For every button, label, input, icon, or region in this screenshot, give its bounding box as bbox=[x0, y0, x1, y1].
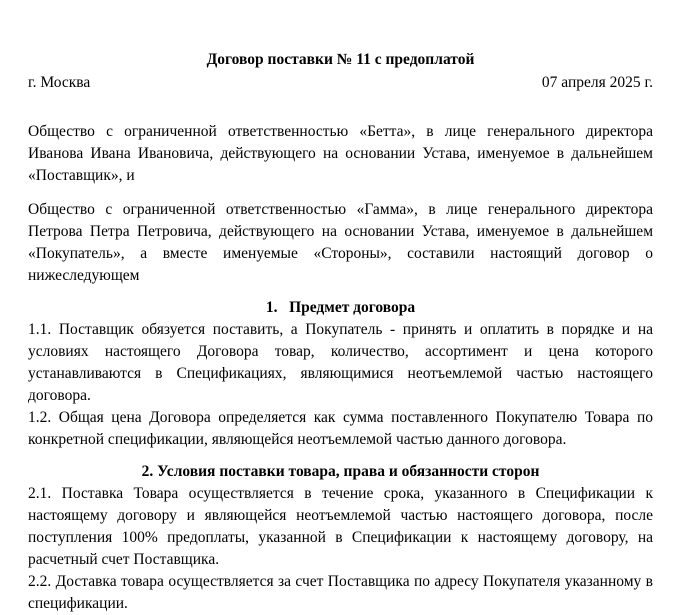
clause-1-1: 1.1. Поставщик обязуется поставить, а Покупатель - принять и оплатить в порядке и на условиях настоящего Договора товар, количество, ассортимент и цена которого устанавливаются в Спецификациях, являющимися неотъемлемой частью настоящего договора. bbox=[28, 321, 653, 404]
city-label: г. Москва bbox=[28, 74, 91, 91]
clause-2-2: 2.2. Доставка товара осуществляется за счет Поставщика по адресу Покупателя указанному в спецификации. bbox=[28, 573, 653, 612]
section-2-heading: 2. Условия поставки товара, права и обязанности сторон bbox=[141, 463, 540, 480]
date-label: 07 апреля 2025 г. bbox=[541, 74, 653, 91]
clause-1-2: 1.2. Общая цена Договора определяется как сумма поставленного Покупателю Товара по конкретной спецификации, являющейся неотъемлемой частью данного договора. bbox=[28, 409, 653, 448]
dateline bbox=[28, 72, 653, 94]
document-title: Договор поставки № 11 с предоплатой bbox=[206, 51, 475, 68]
preamble-supplier-paragraph: Общество с ограниченной ответственностью «Бетта», в лице генерального директора Иванова Ивана Ивановича, действующего на основании Устава, именуемое в дальнейшем «Поставщик», и bbox=[28, 123, 653, 184]
preamble-buyer-paragraph: Общество с ограниченной ответственностью «Гамма», в лице генерального директора Петрова Петра Петровича, действующего на основании Устава, именуемое в дальнейшем «Покупатель», а вместе именуемые «Стороны», составили настоящий договор о нижеследующем bbox=[28, 201, 653, 284]
clause-2-1: 2.1. Поставка Товара осуществляется в течение срока, указанного в Спецификации к настоящему договору и являющейся неотъемлемой частью настоящего договора, после поступления 100% предоплаты, указанной в Спецификации к настоящему договору, на расчетный счет Поставщика. bbox=[28, 485, 653, 568]
section-1-heading: 1. Предмет договора bbox=[265, 299, 416, 316]
